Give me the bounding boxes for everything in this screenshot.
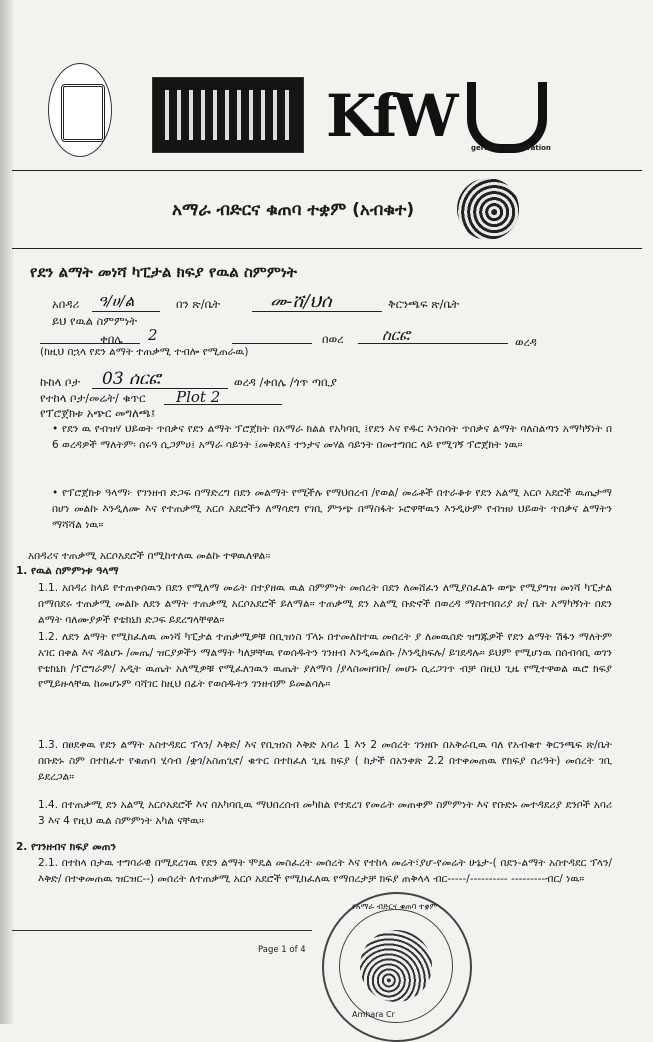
plot-number-label: የተከላ ቦታ/መሬት/ ቁጥር [40,391,146,405]
footer-divider [12,930,312,931]
clause-1-4: 1.4. በተጠቃሚ ደን አልሚ አርሶአደሮች እና በአካባቢዉ ማህበረሰብ መካከል የተደረገ የመሬት መጠቀም ስምምነት እና የቡድኑ መተዳደሪያ ደንቦች አባሪ 3 እና 4 የዚህ ዉል ስምምነት አካል ናቸዉ። [38,799,612,827]
lender-label: አበዳሪ [52,297,80,311]
kfw-logo: KfW [326,82,455,150]
regional-emblem-logo [48,63,112,157]
planting-site-label: ኩከላ ቦታ [40,375,81,389]
kebele-number-line [232,343,312,344]
clause-1-1: 1.1. አበዳሪ ከላይ የተጠቀሰዉን በደን የሚለማ መሬት በተያዘዉ ዉል ስምምነት መሰረት በደን ለመሸፈን ለሚያስፈልጉ ወጭ የሚያግዝ መነሻ ካፒታል በማበደሩ ተጠቃሚ መልኩ ለደን ልማት ተጠቃሚ አርሶአደሮች ይለማል። ተጠቃሚ ደን አልሚ ቡድኖች በወረዳ ማስተባበሪያ ጽ/ ቤት አማካኝነት በደን ልማት ባለሙያዎች የቴክኒክ ድጋፍ ይደረግላቸዋል። [38,582,612,626]
section-2-title: 2. የገንዘብና ክፍያ መጠን [16,841,116,853]
beneficiary-note: (ከዚህ በኋላ የደን ልማት ተጠቃሚ ተብሎ የሚጠራዉ) [40,346,249,358]
clause-1-3: 1.3. በፀደቀዉ የደን ልማት አስተዳደር ፕላን/ እቅድ/ እና የቢዝነስ እቅድ አባሪ 1 እን 2 መሰረት ገንዘቡ በአቅራቢዉ ባለ የአብቁተ ቅርንጫፍ ጽ/ቤት በቡድኑ ስም በተከፈተ የቁጠባ ሂሳብ /ቋጎ/አስጠጊኖ/ ቁጥር በተከፈለ ጊዜ ክፍያ ( ከታች በአንቀጽ 2.2 በተቀመጠዉ የክፍያ ሰሪዓት) መሰረት ገቢ ይደረጋል። [38,739,612,783]
woreda-label: ወረዳ [515,335,537,349]
clause-2-1: 2.1. በተከላ በታዉ ተግባራዊ በሚደረገዉ የደን ልማት ሞዴል መስፈረት መሰረት እና የተከላ መሬት፣ያሆ-የመሬት ሁኔታ-( በደን-ልማት አስተዳደር ፕላን/እቅድ/ በተቀመጠዉ ዝርዝር--) መሰረት ለተጠቃሚ አርሶ አደሮች የሚከፈለዉ የማበረታቻ ክፍያ ጠቅላላ ብር-----/---------- ---------ብር/ ነዉ። [38,857,612,885]
epa-logo [152,77,304,153]
agreement-label: ይህ የዉል ስምምነት [52,314,138,328]
woreda-line [358,343,508,344]
stamp-latin-text: Amhara Cr [352,1010,395,1019]
kebele-handwritten: 2 [148,326,158,344]
acsi-logo [457,178,519,240]
stamp-text: የአማራ ብድርና ቁጠባ ተቋም [352,902,438,911]
kebele-line [40,343,140,344]
kebele-label: ቀበሌ [100,332,123,346]
section-1-title: 1. የዉል ስምምነቱ ዓላማ [16,565,119,577]
clause-1-2: 1.2. ለደን ልማት የሚከፈለዉ መነሻ ካፒታል ተጠቃሚዎቹ በቢዝነስ ፕላኑ በተመለከተዉ መሰረት ያ ለመዉሰድ ዝግጁዎች የደን ልማት ሽፋን ማለትም አገር በቀል እና ዳልሆኑ /መጤ/ ዝርያዎችን ማልማት ካለቻቸዉ የወሰዱትን ገንዘብ እንዲመልሱ /እንዲከፍሉ/ ይገደዳሉ። ይህም የሚሆነዉ በሰብሳቢ ወገን የቴክኒክ /ፕሮግራም/ አዲት ዉጤት አለሚዎቹ የሚፈለገዉን ዉጤት ያለማሳ /ያላስመዘገቡ/ መሆኑ ሲረጋገጥ ብቻ በዚህ ጊዜ የሚተዋወል ዉሮ ክፍያ የሚይዙላቸዉ ከመሆኑም ባሻገር ከዚህ በፊት የወሰዱትን ገንዘብም ይመልሳሉ። [38,631,612,691]
date-field-line [92,311,160,312]
sub-branch-label: ቅርንጫፍ ጽ/ቤት [388,297,460,311]
title-divider [12,248,642,249]
date-handwritten: ዓ/ሀ/ል [98,292,135,310]
woreda-handwritten: ስርፎ [382,326,410,344]
project-objective-paragraph: • የፕሮጀክቱ ዓላማ፦ የገንዘብ ድጋፍ በማድረግ በደን መልማት የሚችሉ የማህበረብ /የወል/ መሬቶች በተራቆቱ የደን አልሚ አርሶ አደሮች ዉጤታማ በሆነ መልኩ እንዲለሙ እና የተጠቃሚ አርሶ አደሮችን ለማሳደግ የገቢ ምንጭ በማስፋት ኑሮዋቸዉን እንዲሁም የብዝሀ ህይወት ጥበቃና ልማትን ማሻሻል ነዉ። [52,487,612,531]
document-title: የደን ልማት መነሻ ካፒታል ክፍያ የዉል ስምምነት [30,263,297,281]
branch-label: በን ጽ/ቤት [176,297,221,311]
page-number: Page 1 of 4 [258,945,306,955]
woreda-prefix-label: በወረ [322,332,344,346]
branch-name-handwritten: መ-ሸ/ህሰ [270,291,332,312]
parties-intro: አበዳሪና ተጠቃሚ አርሶአደሮች በሚከተለዉ መልኩ ተዋዉለዋል፡፡ [28,550,271,562]
plot-number-handwritten: Plot 2 [176,388,221,406]
german-cooperation-logo: german cooperation [459,76,549,156]
organization-title: አማራ ብድርና ቁጠባ ተቋም (አብቁተ) [172,200,415,220]
scan-edge [0,0,14,1024]
project-description-paragraph: • የደን ዉ የብዝሃ ህይወት ጥበቃና የደን ልማት ፕሮጀክት በአማራ ክልል የአካባቢ ፤የደን እና የዱር እንስሳት ጥበቃና ልማት ባለስልጣን አማካኝነት በ 6 ወረዳዎች ማለትም፡ ሰሩዓ ሲጋምሀ፤ አማራ ሳይንት ፤መቅደላ፤ ተንታና መሃል ሳይንት በመተግበር ላይ የሚገኝ ፕሮጀክት ነዉ። [52,423,612,451]
official-stamp [322,892,472,1042]
header-divider [12,170,642,171]
project-summary-label: የፕሮጀክቱ አጭር መግለጫ፤ [40,406,156,420]
planting-site-handwritten: 03 ሰርፎ [102,369,161,389]
planting-site-suffix: ወረዳ /ቀበሌ /ጎጥ ጣቢያ [234,375,337,389]
